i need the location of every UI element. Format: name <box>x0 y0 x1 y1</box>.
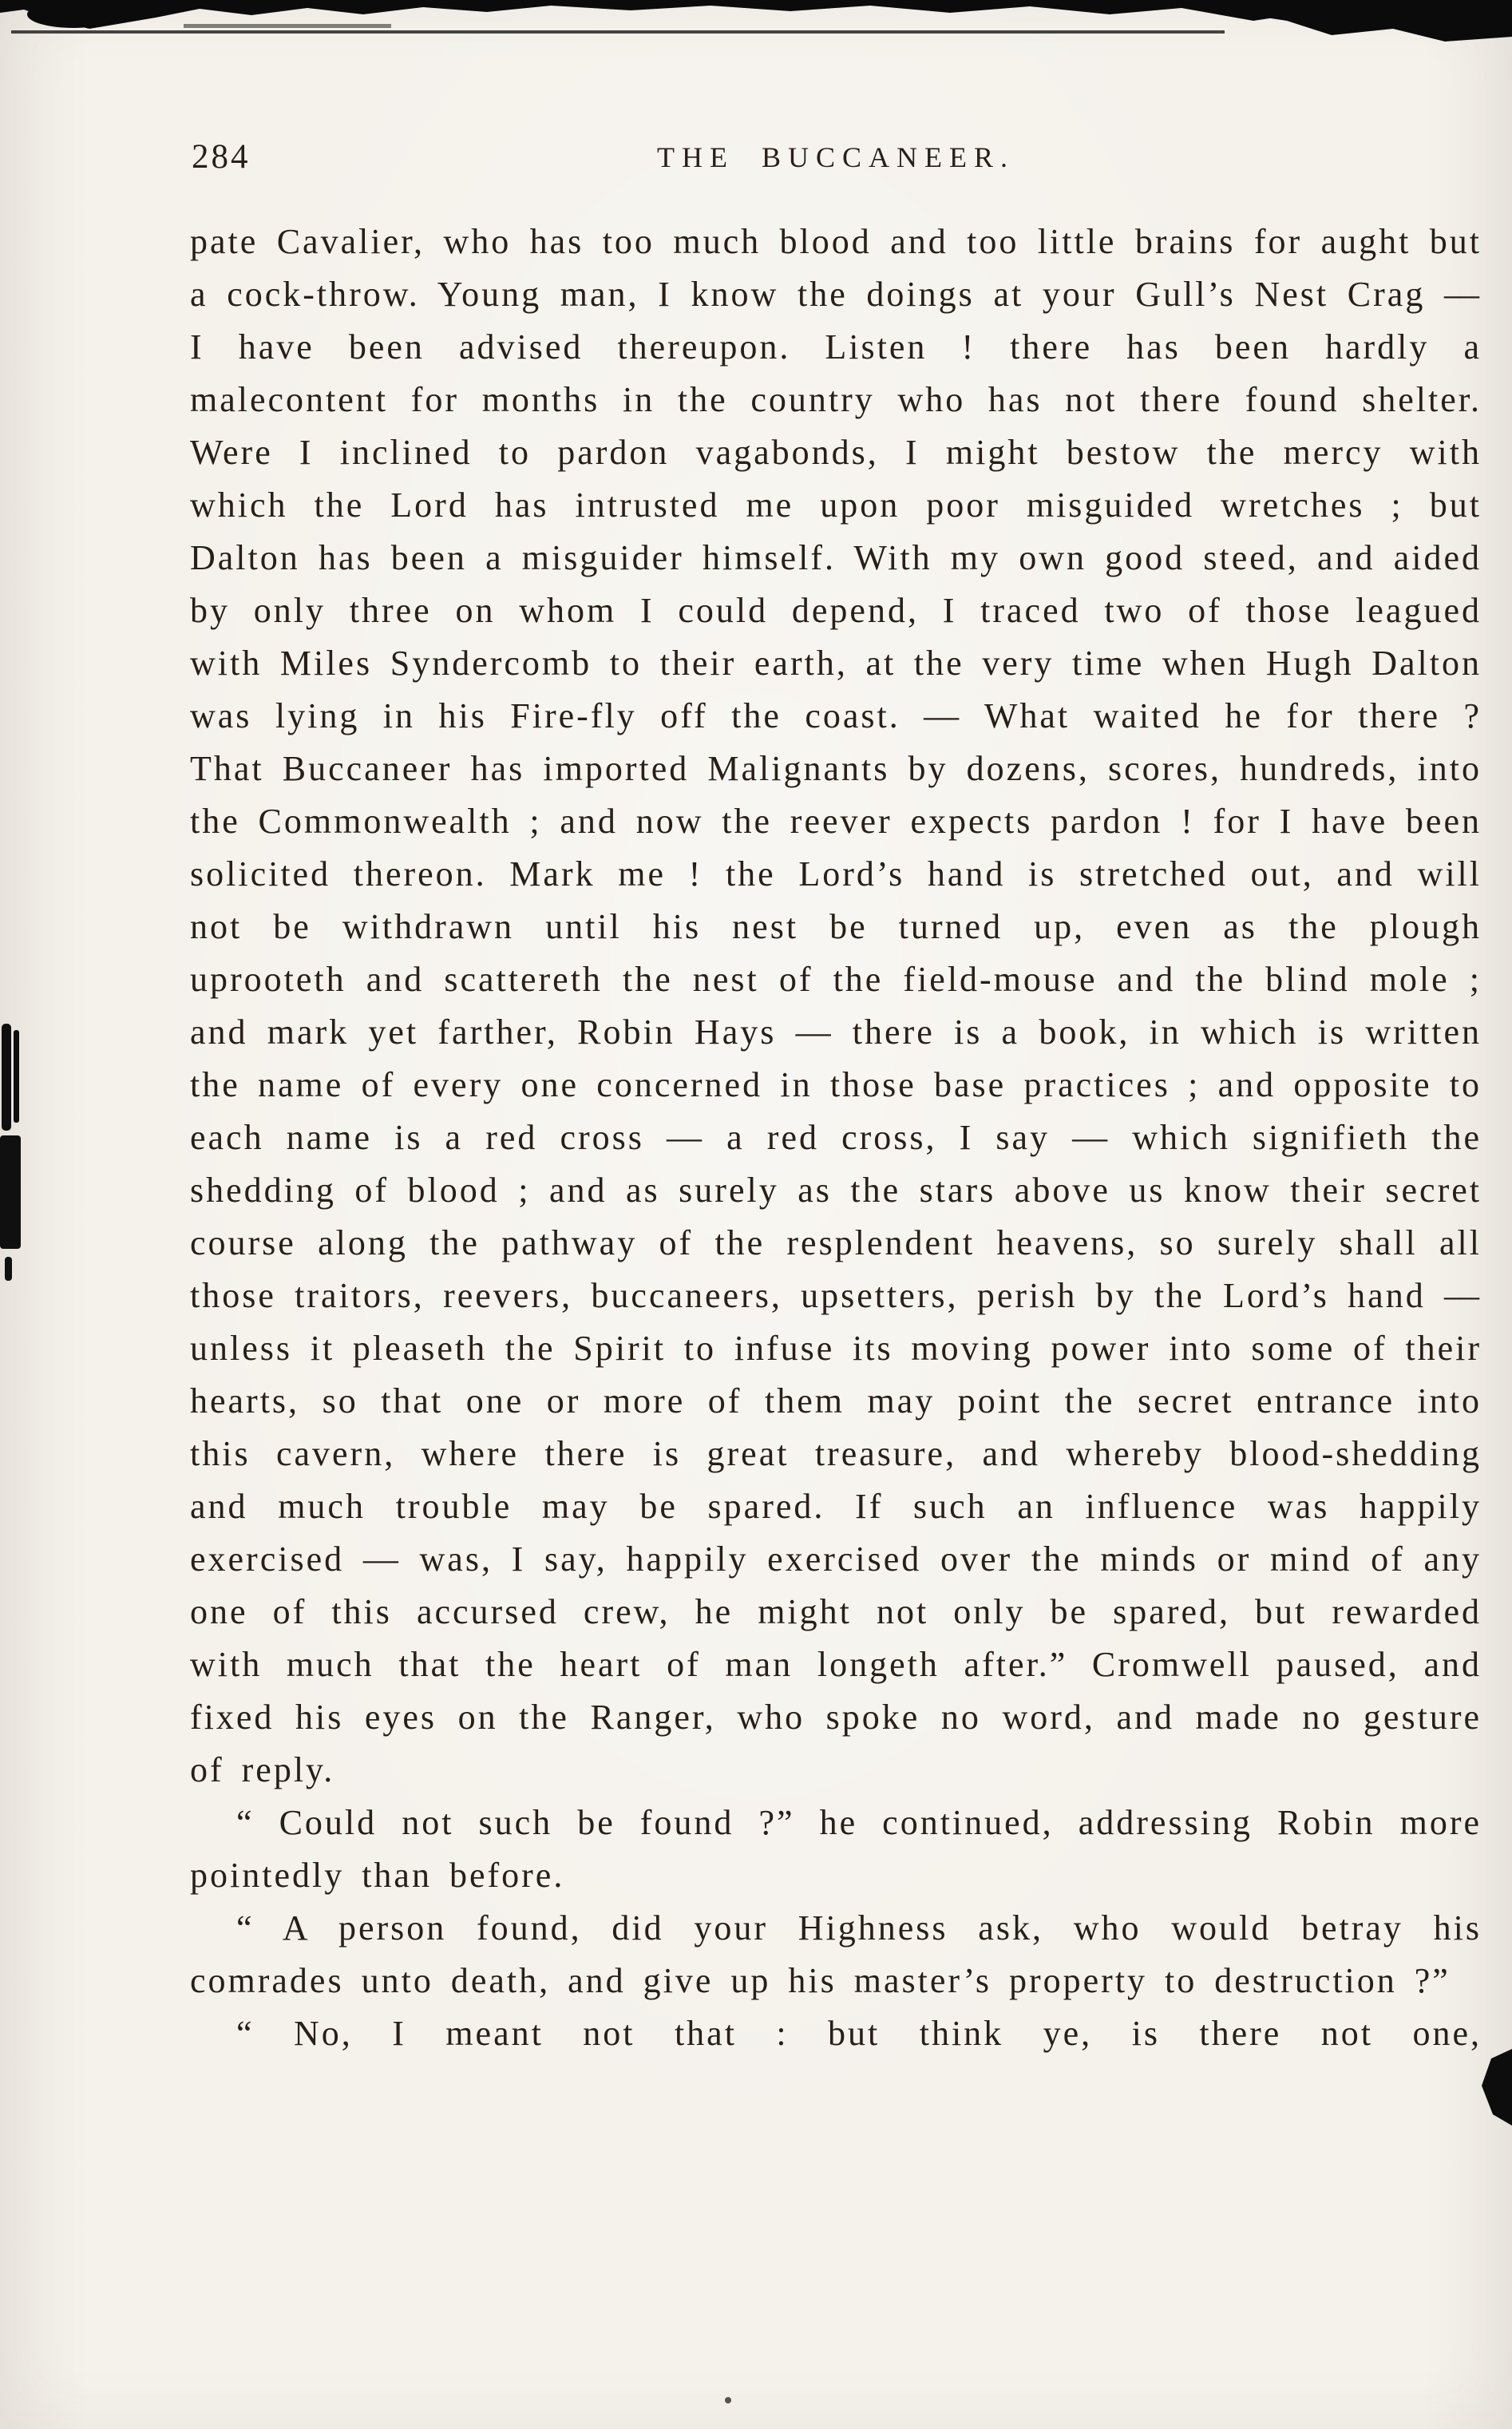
scan-artifact-top-edge <box>0 0 1512 42</box>
paragraph-dialogue-3: “ No, I meant not that : but think ye, is there not one, <box>236 2014 1482 2053</box>
page-header <box>190 136 1482 180</box>
page-number: 284 <box>192 138 251 176</box>
scan-artifact-left-margin-ink <box>0 1024 21 1281</box>
page-text <box>190 216 1482 2060</box>
paragraph-dialogue-2: “ A person found, did your Highness ask, who would betray his comrades unto death, and give up his master’s property to destruction ?” <box>190 1908 1482 2000</box>
scan-artifact-right-margin-ink <box>1482 2049 1512 2126</box>
scan-artifact-dot <box>725 2397 731 2403</box>
paragraph-continuation: pate Cavalier, who has too much blood and too little brains for aught but a cock-throw. Young man, I know the doings at your Gull’s Nest Crag — I have been advised thereupon. Listen ! there has been hardly a malecontent for months in the country who has not there found shelter. Were I inclined to pardon vagabonds, I might bestow the mercy with which the Lord has intrusted me upon poor misguided wretches ; but Dalton has been a misguider himself. With my own good steed, and aided by only three on whom I could depend, I traced two of those leagued with Miles Syndercomb to their earth, at the very time when Hugh Dalton was lying in his Fire-fly off the coast. — What waited he for there ? That Buccaneer has imported Malignants by dozens, scores, hundreds, into the Commonwealth ; and now the reever expects pardon ! for I have been solicited thereon. Mark me ! the Lord’s hand is stretched out, and will not be withdrawn until his nest be turned up, even as the plough uprooteth and scattereth the nest of the field-mouse and the blind mole ; and mark yet farther, Robin Hays — there is a book, in which is written the name of every one concerned in those base practices ; and opposite to each name is a red cross — a red cross, I say — which signifieth the shedding of blood ; and as surely as the stars above us know their secret course along the pathway of the resplendent heavens, so surely shall all those traitors, reevers, buccaneers, upsetters, perish by the Lord’s hand — unless it pleaseth the Spirit to infuse its moving power into some of their hearts, so that one or more of them may point the secret entrance into this cavern, where there is great treasure, and whereby blood-shedding and much trouble may be spared. If such an influence was happily exercised — was, I say, happily exercised over the minds or mind of any one of this accursed crew, he might not only be spared, but rewarded with much that the heart of man longeth after.” Cromwell paused, and fixed his eyes on the Ranger, who spoke no word, and made no gesture of reply. <box>190 222 1482 1789</box>
paragraph-dialogue-1: “ Could not such be found ?” he continued, addressing Robin more pointedly than before. <box>190 1803 1482 1895</box>
running-title: THE BUCCANEER. <box>657 141 1015 173</box>
